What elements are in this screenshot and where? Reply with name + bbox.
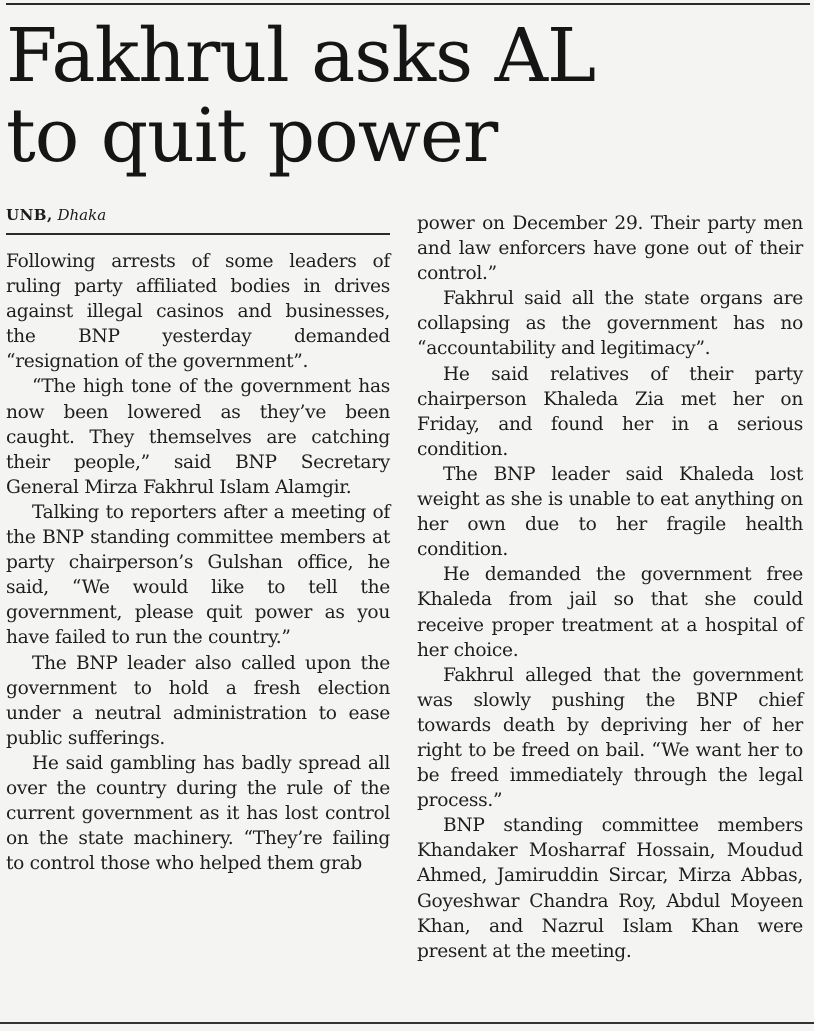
paragraph: Fakhrul said all the state organs are collapsing as the government has no “accountability and legitimacy”. — [417, 288, 803, 360]
byline-agency: UNB, — [6, 206, 53, 224]
headline-line-2: to quit power — [6, 93, 498, 179]
article-column-left — [6, 249, 390, 876]
byline-dateline: Dhaka — [57, 206, 107, 224]
paragraph: The BNP leader also called upon the government to hold a fresh election under a neutral administration to ease public sufferings. — [6, 652, 390, 749]
byline — [6, 205, 106, 225]
paragraph: Following arrests of some leaders of ruling party affiliated bodies in drives against illegal casinos and businesses, the BNP yesterday demanded “resignation of the government”. — [6, 251, 390, 373]
article-column-right — [417, 211, 803, 964]
byline-rule — [6, 233, 390, 235]
paragraph: BNP standing committee members Khandaker Mosharraf Hossain, Moudud Ahmed, Jamiruddin Sircar, Mirza Abbas, Goyeshwar Chandra Roy, Abdul Moyeen Khan, and Nazrul Islam Khan were present at the meeting. — [417, 815, 803, 962]
paragraph: power on December 29. Their party men and law enforcers have gone out of their control.” — [417, 213, 803, 285]
bottom-rule — [0, 1022, 814, 1024]
paragraph: He said relatives of their party chairperson Khaleda Zia met her on Friday, and found her in a serious condition. — [417, 363, 803, 460]
headline — [6, 13, 806, 179]
paragraph: Talking to reporters after a meeting of the BNP standing committee members at party chairperson’s Gulshan office, he said, “We would like to tell the government, please quit power as you have failed to run the country.” — [6, 501, 390, 649]
top-rule — [6, 3, 810, 5]
paragraph: “The high tone of the government has now been lowered as they’ve been caught. They themselves are catching their people,” said BNP Secretary General Mirza Fakhrul Islam Alamgir. — [6, 376, 390, 498]
headline-line-1: Fakhrul asks AL — [6, 13, 596, 99]
paragraph: He said gambling has badly spread all over the country during the rule of the current government as it has lost control on the state machinery. “They’re failing to control those who helped them grab — [6, 752, 390, 875]
paragraph: He demanded the government free Khaleda from jail so that she could receive proper treatment at a hospital of her choice. — [417, 564, 803, 661]
paragraph: The BNP leader said Khaleda lost weight as she is unable to eat anything on her own due to her fragile health condition. — [417, 463, 803, 561]
paragraph: Fakhrul alleged that the government was slowly pushing the BNP chief towards death by depriving her of her right to be freed on bail. “We want her to be freed immediately through the legal process.” — [417, 664, 803, 812]
